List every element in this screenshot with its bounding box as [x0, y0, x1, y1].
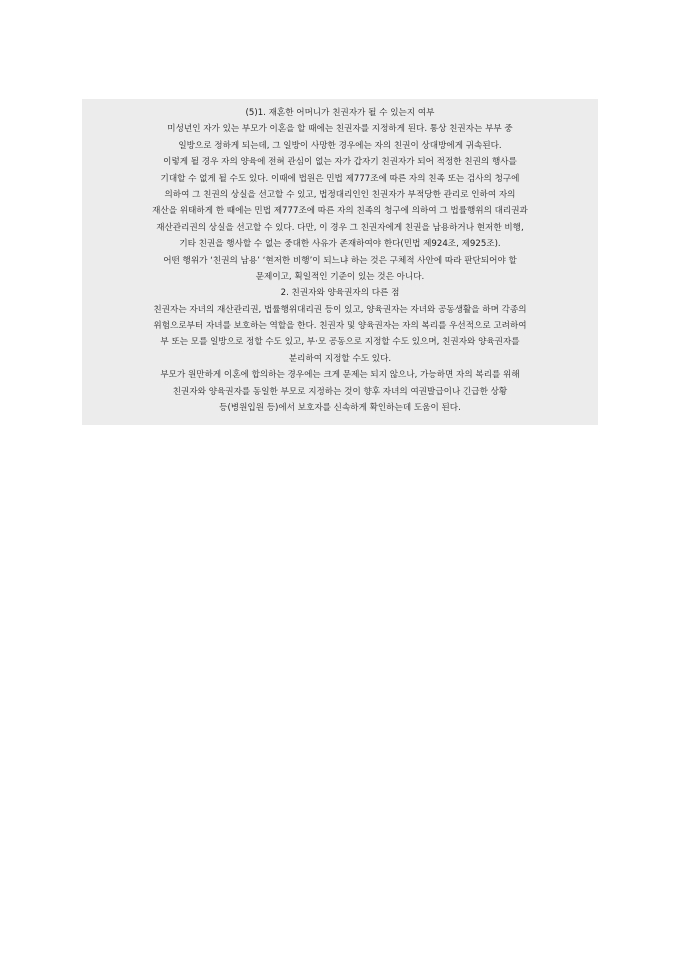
- paragraph-line: 미성년인 자가 있는 부모가 이혼을 할 때에는 친권자를 지정하게 된다. 통상 친권자는 부부 중: [167, 124, 513, 135]
- paragraph-line: 문제이고, 획일적인 기준이 있는 것은 아니다.: [255, 271, 425, 282]
- paragraph-line: 재산을 위태하게 한 때에는 민법 제777조에 따른 자의 친족의 청구에 의하여 그 법률행위의 대리권과: [152, 206, 528, 217]
- paragraph-line: 의하여 그 친권의 상실을 선고할 수 있고, 법정대리인인 친권자가 부적당한 관리로 인하여 자의: [164, 189, 516, 200]
- paragraph-line: 부모가 원만하게 이혼에 합의하는 경우에는 크게 문제는 되지 않으나, 가능하면 자의 복리를 위해: [160, 370, 520, 381]
- paragraph-line: 이렇게 될 경우 자의 양육에 전혀 관심이 없는 자가 갑자기 친권자가 되어 적정한 친권의 행사를: [163, 157, 517, 168]
- paragraph-line: 기대할 수 없게 될 수도 있다. 이때에 법원은 민법 제777조에 따른 자의 친족 또는 검사의 청구에: [160, 173, 520, 184]
- paragraph-line: 등(병원입원 등)에서 보호자를 신속하게 확인하는데 도움이 된다.: [219, 403, 461, 414]
- paragraph-line: 친권자와 양육권자를 동일한 부모로 지정하는 것이 향후 자녀의 여권발급이나 긴급한 상황: [172, 386, 508, 397]
- paragraph-line: 친권자는 자녀의 재산관리권, 법률행위대리권 등이 있고, 양육권자는 자녀와 공동생활을 하며 각종의: [153, 304, 527, 315]
- section-heading-2: 2. 친권자와 양육권자의 다른 점: [280, 288, 400, 299]
- paragraph-line: 부 또는 모를 일방으로 정할 수도 있고, 부·모 공동으로 지정할 수도 있으며, 친권자와 양육권자를: [160, 337, 520, 348]
- paragraph-line: 어떤 행위가 ‘친권의 남용’ ‘현저한 비행’이 되느냐 하는 것은 구체적 사안에 따라 판단되어야 할: [163, 255, 517, 266]
- text-block: [82, 99, 598, 425]
- paragraph-line: 분리하여 지정할 수도 있다.: [288, 353, 392, 364]
- paragraph-line: 기타 친권을 행사할 수 없는 중대한 사유가 존재하여야 한다(민법 제924조, 제925조).: [179, 239, 501, 250]
- paragraph-line: 재산관리권의 상실을 선고할 수 있다. 다만, 이 경우 그 친권자에게 친권을 남용하거나 현저한 비행,: [156, 222, 524, 233]
- paragraph-line: 일방으로 정하게 되는데, 그 일방이 사망한 경우에는 자의 친권이 상대방에게 귀속된다.: [178, 140, 502, 151]
- paragraph-line: 위험으로부터 자녀를 보호하는 역할을 한다. 친권자 및 양육권자는 자의 복리를 우선적으로 고려하여: [153, 321, 527, 332]
- section-heading-1: (5)1. 재혼한 어머니가 친권자가 될 수 있는지 여부: [245, 108, 435, 118]
